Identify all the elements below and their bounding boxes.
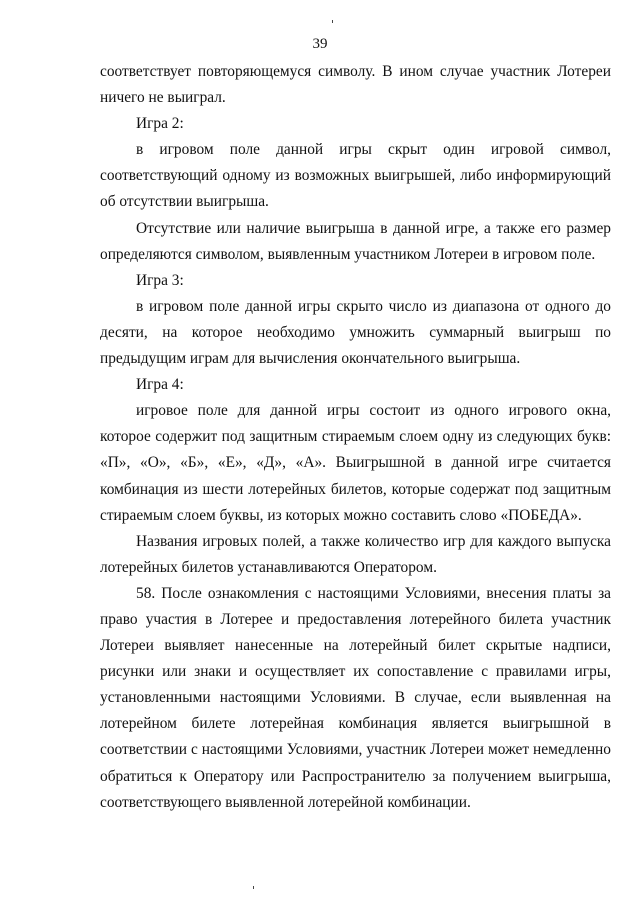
scan-speck <box>253 886 254 889</box>
game-4-heading: Игра 4: <box>136 376 184 394</box>
page-number: 39 <box>312 36 328 52</box>
paragraph-continuation: соответствует повторяющемуся символу. В ином случае участник Лотереи ничего не выиграл. <box>100 63 611 107</box>
game-3-description: в игровом поле данной игры скрыто число из диапазона от одного до десяти, на которое необходимо умножить суммарный выигрыш по предыдущим играм для вычисления окончательного выигрыша. <box>100 297 611 368</box>
scan-speck <box>332 20 333 23</box>
game-4-description: игровое поле для данной игры состоит из одного игрового окна, которое содержит под защитным стираемым слоем одну из следующих букв: «П», «О», «Б», «Е», «Д», «А». Выигрышной в данной игре считается комбинация из шести лотерейных билетов, которые содержат под защитным стираемым слоем буквы, из которых можно составить слово «ПОБЕДА». <box>100 402 611 524</box>
game-names-paragraph: Названия игровых полей, а также количество игр для каждого выпуска лотерейных билетов устанавливаются Оператором. <box>100 532 611 576</box>
game-2-heading: Игра 2: <box>136 115 184 133</box>
game-2-result-paragraph: Отсутствие или наличие выигрыша в данной игре, а также его размер определяются символом, выявленным участником Лотереи в игровом поле. <box>100 219 611 263</box>
clause-58-paragraph: 58. После ознакомления с настоящими Условиями, внесения платы за право участия в Лотерее и предоставления лотерейного билета участник Лотереи выявляет нанесенные на лотерейный билет скрытые надписи, рисунки или знаки и осуществляет их сопоставление с правилами игры, установленными настоящими Условиями. В случае, если выявленная на лотерейном билете лотерейная комбинация является выигрышной в соответствии с настоящими Условиями, участник Лотереи может немедленно обратиться к Оператору или Распространителю за получением выигрыша, соответствующего выявленной лотерейной комбинации. <box>100 584 611 811</box>
game-2-description: в игровом поле данной игры скрыт один игровой символ, соответствующий одному из возможных выигрышей, либо информирующий об отсутствии выигрыша. <box>100 141 611 211</box>
game-3-heading: Игра 3: <box>136 271 184 289</box>
document-body <box>100 59 611 816</box>
